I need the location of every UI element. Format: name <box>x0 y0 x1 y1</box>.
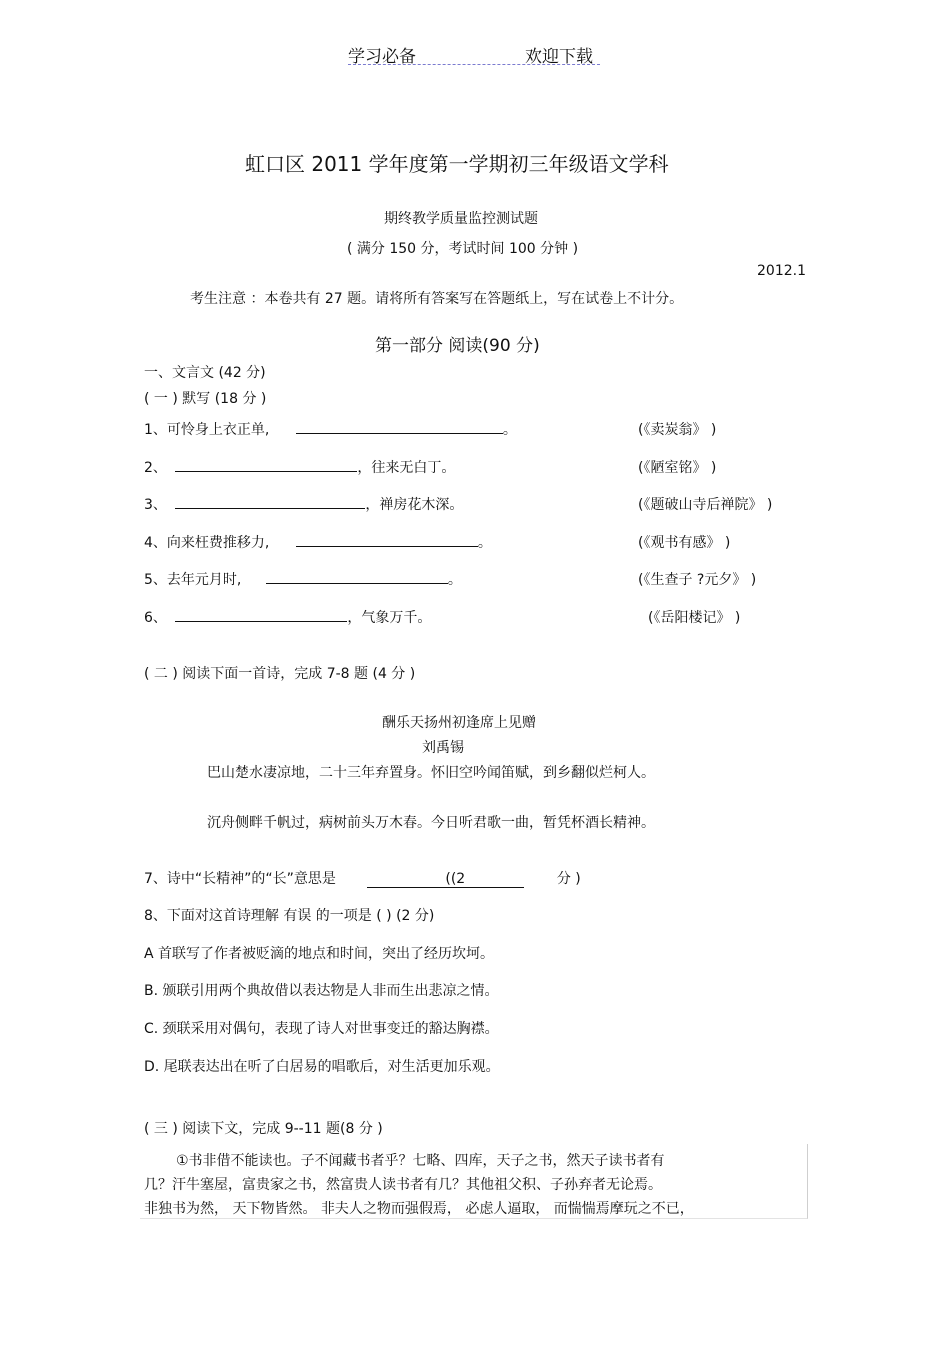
question-text: ，往来无白丁。 <box>357 460 456 476</box>
passage-line: 非独书为然， 天下物皆然。 非夫人之物而强假焉， 必虑人逼取， 而惴惴焉摩玩之不已， <box>144 1201 694 1217</box>
poem-author: 刘禹锡 <box>422 740 464 756</box>
answer-blank[interactable] <box>175 494 365 509</box>
source-6: (《岳阳楼记》 ) <box>648 610 741 626</box>
header-left: 学习必备 <box>348 47 416 67</box>
question-text: 1、可怜身上衣正单, <box>144 422 270 438</box>
passage-line: 几？汗牛塞屋，富贵家之书，然富贵人读书者有几？其他祖父积、子孙弃者无论焉。 <box>144 1177 662 1193</box>
subsection-heading: ( 二 ) 阅读下面一首诗，完成 7-8 题 (4 分 ) <box>144 666 416 682</box>
poem-line: 巴山楚水凄凉地，二十三年弃置身。怀旧空吟闻笛赋，到乡翻似烂柯人。 <box>207 765 655 781</box>
answer-blank[interactable] <box>266 569 448 584</box>
poem-title: 酬乐天扬州初逢席上见赠 <box>382 715 536 731</box>
page-title: 虹口区 2011 学年度第一学期初三年级语文学科 <box>245 152 669 176</box>
subsection-heading: ( 一 ) 默写 (18 分 ) <box>144 391 267 407</box>
answer-blank[interactable] <box>175 457 357 472</box>
question-text: 2、 <box>144 460 167 476</box>
source-5: (《生查子 ?元夕》 ) <box>638 572 757 588</box>
question-7 <box>144 868 581 888</box>
question-2 <box>144 457 455 477</box>
question-text: 分 ) <box>556 871 581 887</box>
answer-blank[interactable] <box>367 871 524 888</box>
question-8: 8、下面对这首诗理解 有误 的一项是 ( ) (2 分) <box>144 908 435 924</box>
exam-date: 2012.1 <box>757 263 806 279</box>
score-info: ( 满分 150 分，考试时间 100 分钟 ) <box>347 241 579 257</box>
page-subtitle: 期终教学质量监控测试题 <box>384 211 538 227</box>
question-text: 6、 <box>144 610 167 626</box>
option-d[interactable]: D. 尾联表达出在听了白居易的唱歌后，对生活更加乐观。 <box>144 1059 500 1075</box>
question-text: 4、向来枉费推移力, <box>144 535 270 551</box>
question-text: ，气象万千。 <box>347 610 432 626</box>
question-text: ，禅房花木深。 <box>365 497 464 513</box>
passage-line: ①书非借不能读也。子不闻藏书者乎？七略、四库，天子之书，然天子读书者有 <box>176 1153 665 1169</box>
answer-blank[interactable] <box>296 532 478 547</box>
question-text: 3、 <box>144 497 167 513</box>
source-4: (《观书有感》 ) <box>638 535 731 551</box>
part-heading: 第一部分 阅读(90 分) <box>375 336 540 356</box>
option-b[interactable]: B. 颁联引用两个典故借以表达物是人非而生出悲凉之情。 <box>144 983 499 999</box>
section-heading: 一、文言文 (42 分) <box>144 365 266 381</box>
question-text: 。 <box>502 422 517 438</box>
question-text: 7、诗中“长精神”的“长”意思是 <box>144 871 336 887</box>
question-3 <box>144 494 463 514</box>
option-a[interactable]: A 首联写了作者被贬滴的地点和时间，突出了经历坎坷。 <box>144 946 495 962</box>
question-1 <box>144 419 517 439</box>
source-2: (《陋室铭》 ) <box>638 460 717 476</box>
question-text: 5、去年元月时, <box>144 572 242 588</box>
source-1: (《卖炭翁》 ) <box>638 422 717 438</box>
answer-blank[interactable] <box>296 419 503 434</box>
question-text: 。 <box>447 572 462 588</box>
question-5 <box>144 569 462 589</box>
subsection-heading: ( 三 ) 阅读下文，完成 9--11 题(8 分 ) <box>144 1121 383 1137</box>
question-6 <box>144 607 431 627</box>
poem-line: 沉舟侧畔千帆过，病树前头万木春。今日听君歌一曲，暂凭杯酒长精神。 <box>207 815 655 831</box>
source-3: (《题破山寺后禅院》 ) <box>638 497 773 513</box>
question-4 <box>144 532 492 552</box>
header-right: 欢迎下载 <box>525 47 593 67</box>
answer-blank[interactable] <box>175 607 347 622</box>
question-text: 。 <box>477 535 492 551</box>
option-c[interactable]: C. 颈联采用对偶句，表现了诗人对世事变迁的豁达胸襟。 <box>144 1021 499 1037</box>
score-text: ((2 <box>445 871 466 887</box>
header-divider <box>348 64 600 65</box>
candidate-notice: 考生注意 ：本卷共有 27 题。请将所有答案写在答题纸上，写在试卷上不计分。 <box>190 291 684 307</box>
